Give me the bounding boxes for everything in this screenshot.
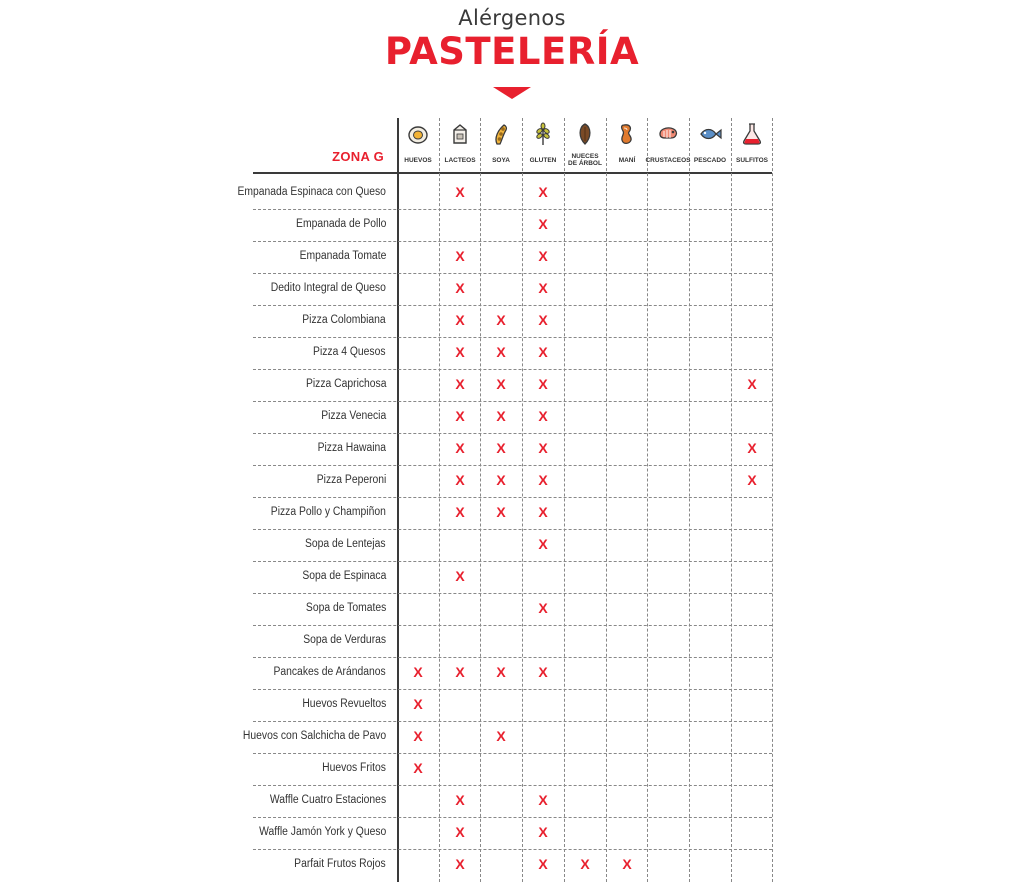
allergen-mark-gluten: X (538, 536, 548, 552)
column-label: GLUTEN (529, 157, 557, 164)
column-label: SOYA (492, 157, 510, 164)
product-name: Empanada Espinaca con Queso (237, 186, 386, 198)
table-row (253, 594, 772, 626)
table-row (237, 178, 772, 210)
column-label: NUECES DE ÁRBOL (568, 153, 602, 167)
header-divider (253, 172, 772, 174)
allergen-mark-sulfitos: X (747, 440, 757, 456)
allergen-mark-soya: X (496, 504, 506, 520)
table-row (253, 562, 772, 594)
table-row (253, 466, 772, 498)
peanut-icon (615, 122, 639, 146)
product-name: Sopa de Verduras (303, 634, 386, 646)
product-name: Huevos Revueltos (302, 698, 386, 710)
product-name: Pancakes de Arándanos (273, 666, 386, 678)
product-name: Sopa de Lentejas (305, 538, 386, 550)
product-name: Pizza Venecia (320, 410, 386, 422)
column-header-lacteos (439, 118, 481, 172)
allergen-mark-lacteos: X (455, 472, 465, 488)
product-name: Huevos Fritos (322, 762, 386, 774)
product-name: Empanada Tomate (299, 250, 386, 262)
product-name: Parfait Frutos Rojos (294, 858, 386, 870)
table-row (253, 370, 772, 402)
allergen-mark-sulfitos: X (747, 472, 757, 488)
column-header-nueces (564, 118, 606, 172)
column-label: PESCADO (693, 157, 727, 164)
flask-icon (740, 122, 764, 146)
allergen-mark-gluten: X (538, 600, 548, 616)
zone-label: ZONA G (332, 149, 384, 164)
allergen-mark-nueces: X (580, 856, 590, 872)
allergen-mark-soya: X (496, 664, 506, 680)
column-header-crustaceos (647, 118, 689, 172)
allergen-mark-huevos: X (413, 696, 423, 712)
table-row (253, 658, 772, 690)
tree-nut-icon (573, 122, 597, 146)
product-name: Waffle Cuatro Estaciones (269, 794, 386, 806)
allergen-mark-lacteos: X (455, 504, 465, 520)
page-title: PASTELERÍA (384, 30, 640, 73)
allergen-mark-lacteos: X (455, 856, 465, 872)
allergen-mark-huevos: X (413, 728, 423, 744)
allergen-mark-lacteos: X (455, 664, 465, 680)
column-header-sulfitos (731, 118, 773, 172)
table-row (242, 722, 772, 754)
table-row (253, 498, 772, 530)
column-header-mani (606, 118, 648, 172)
column-label: LACTEOS (444, 157, 476, 164)
column-label: SULFITOS (735, 157, 769, 164)
allergen-mark-lacteos: X (455, 824, 465, 840)
product-name: Dedito Integral de Queso (270, 282, 386, 294)
table-row (253, 210, 772, 242)
allergen-mark-gluten: X (538, 856, 548, 872)
product-name: Sopa de Tomates (305, 602, 386, 614)
allergen-mark-sulfitos: X (747, 376, 757, 392)
allergen-mark-gluten: X (538, 184, 548, 200)
table-row (253, 242, 772, 274)
allergen-mark-soya: X (496, 344, 506, 360)
allergen-mark-huevos: X (413, 760, 423, 776)
column-divider (772, 118, 773, 882)
table-row (253, 818, 772, 850)
table-row (253, 530, 772, 562)
allergen-mark-lacteos: X (455, 312, 465, 328)
table-row (253, 786, 772, 818)
allergen-mark-gluten: X (538, 664, 548, 680)
allergen-mark-soya: X (496, 408, 506, 424)
allergen-mark-lacteos: X (455, 184, 465, 200)
wheat-icon (531, 122, 555, 146)
allergen-mark-soya: X (496, 728, 506, 744)
allergen-mark-gluten: X (538, 472, 548, 488)
allergen-mark-gluten: X (538, 408, 548, 424)
table-row (253, 306, 772, 338)
milk-carton-icon (448, 122, 472, 146)
soy-pod-icon (489, 122, 513, 146)
egg-icon (406, 122, 430, 146)
allergen-mark-lacteos: X (455, 248, 465, 264)
allergen-mark-gluten: X (538, 824, 548, 840)
table-row (253, 402, 772, 434)
column-label: CRUSTACEOS (645, 157, 691, 164)
column-label: MANÍ (618, 157, 636, 164)
allergen-mark-huevos: X (413, 664, 423, 680)
allergen-mark-gluten: X (538, 216, 548, 232)
allergen-mark-gluten: X (538, 344, 548, 360)
product-name: Empanada de Pollo (295, 218, 386, 230)
allergen-mark-mani: X (622, 856, 632, 872)
allergen-mark-gluten: X (538, 280, 548, 296)
product-name: Pizza Colombiana (302, 314, 386, 326)
column-header-gluten (522, 118, 564, 172)
allergen-mark-gluten: X (538, 440, 548, 456)
allergen-mark-lacteos: X (455, 344, 465, 360)
shrimp-icon (656, 122, 680, 146)
down-arrow-icon (493, 87, 531, 99)
allergen-mark-soya: X (496, 472, 506, 488)
allergen-mark-lacteos: X (455, 792, 465, 808)
column-header-pescado (689, 118, 731, 172)
allergen-mark-lacteos: X (455, 440, 465, 456)
product-name: Pizza Pollo y Champiñon (270, 506, 386, 518)
allergen-mark-gluten: X (538, 376, 548, 392)
allergen-mark-gluten: X (538, 504, 548, 520)
table-row (253, 690, 772, 722)
table-row (253, 338, 772, 370)
fish-icon (698, 122, 722, 146)
product-name: Sopa de Espinaca (301, 570, 386, 582)
table-row (253, 850, 772, 882)
allergen-mark-gluten: X (538, 248, 548, 264)
column-header-soya (480, 118, 522, 172)
column-label: HUEVOS (404, 157, 432, 164)
allergen-mark-soya: X (496, 312, 506, 328)
product-name: Waffle Jamón York y Queso (258, 826, 386, 838)
allergen-mark-lacteos: X (455, 280, 465, 296)
table-row (253, 754, 772, 786)
allergen-mark-lacteos: X (455, 568, 465, 584)
allergen-mark-lacteos: X (455, 408, 465, 424)
page-subtitle: Alérgenos (458, 6, 566, 30)
product-name: Pizza Hawaina (317, 442, 386, 454)
product-name: Pizza 4 Quesos (313, 346, 386, 358)
column-header-huevos (397, 118, 439, 172)
table-row (253, 274, 772, 306)
table-row (253, 626, 772, 658)
allergen-mark-gluten: X (538, 312, 548, 328)
allergen-mark-soya: X (496, 376, 506, 392)
allergen-mark-soya: X (496, 440, 506, 456)
product-name: Pizza Peperoni (316, 474, 386, 486)
allergen-mark-gluten: X (538, 792, 548, 808)
product-name: Huevos con Salchicha de Pavo (242, 730, 386, 742)
allergen-mark-lacteos: X (455, 376, 465, 392)
table-row (253, 434, 772, 466)
product-name: Pizza Caprichosa (305, 378, 386, 390)
